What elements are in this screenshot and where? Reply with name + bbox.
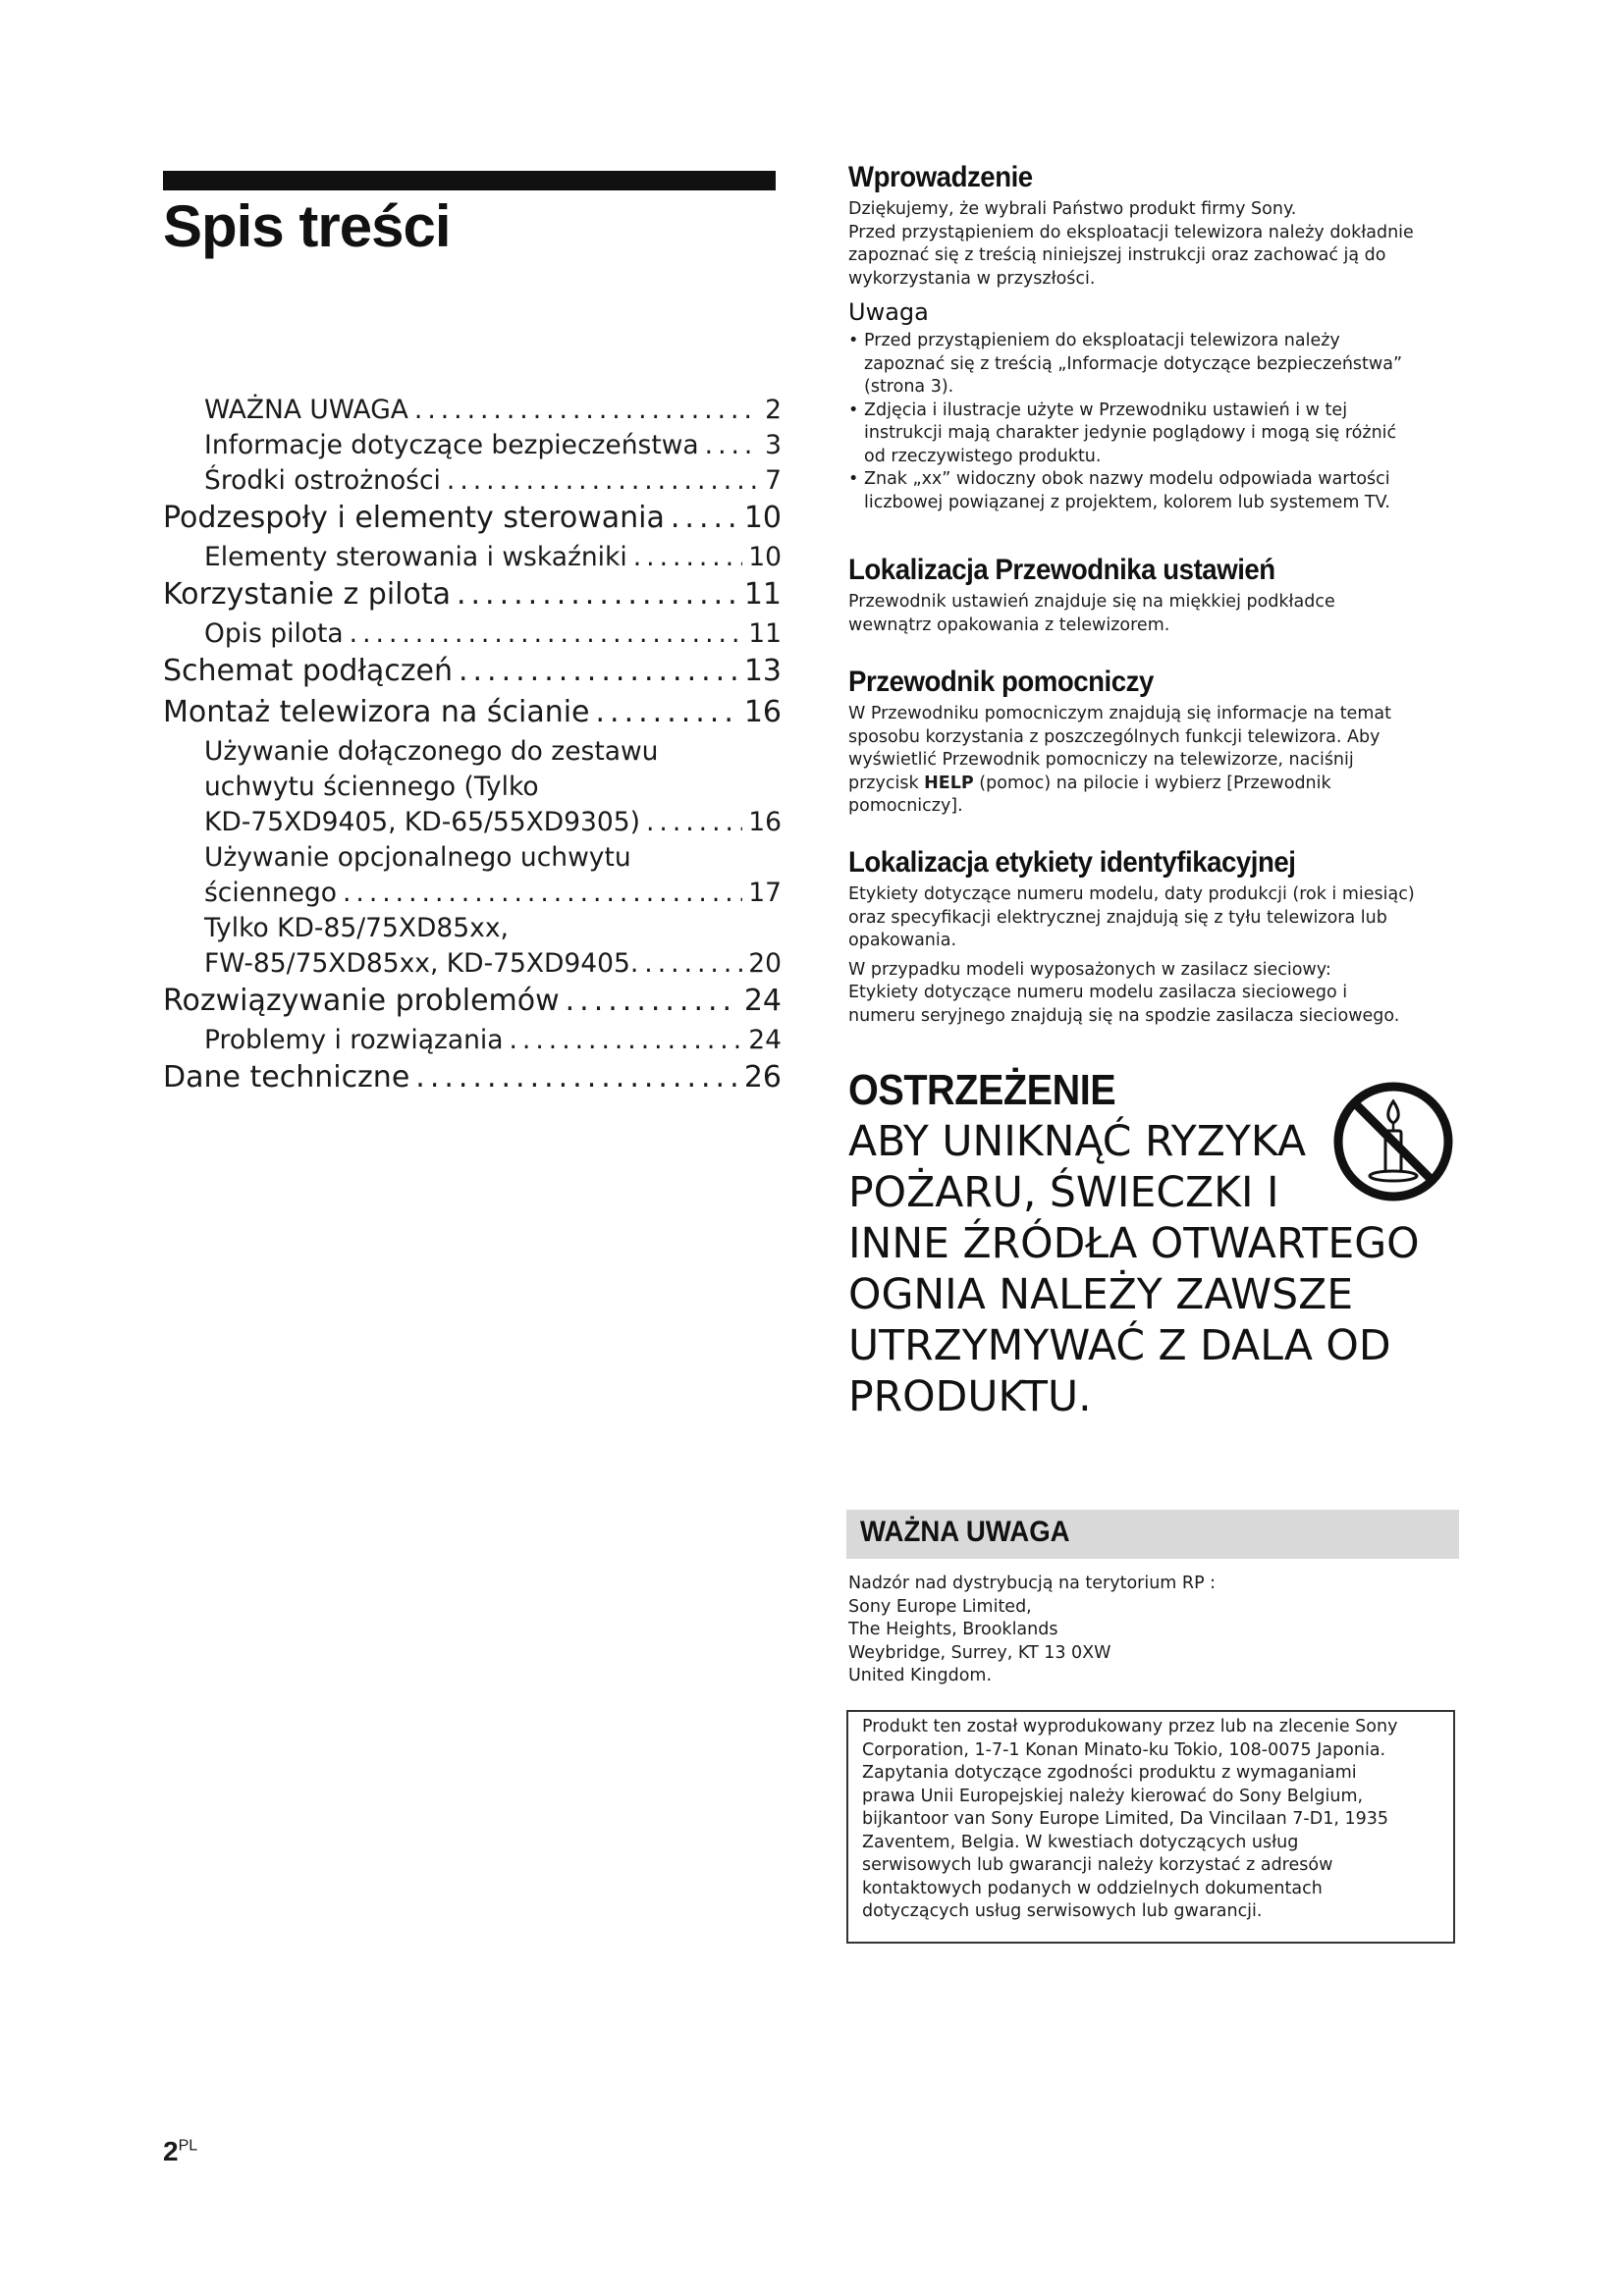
toc-entry[interactable] [163, 807, 782, 842]
toc-entry-page: 17 [748, 878, 782, 908]
warning-line: INNE ŹRÓDŁA OTWARTEGO [848, 1220, 1420, 1268]
toc-entry-label: Problemy i rozwiązania [204, 1025, 504, 1055]
setup-guide-line: Przewodnik ustawień znajduje się na miękkiej podkładce [848, 592, 1335, 612]
address-line: Nadzór nad dystrybucją na terytorium RP : [848, 1574, 1217, 1593]
id-label-heading: Lokalizacja etykiety identyfikacyjnej [848, 846, 1296, 879]
notice-title: WAŻNA UWAGA [860, 1516, 1070, 1548]
note-line: • Znak „xx” widoczny obok nazwy modelu odpowiada wartości [864, 469, 1390, 489]
toc-entry-label: Podzespoły i elementy sterowania [163, 501, 665, 535]
toc-entry-page: 10 [748, 542, 782, 572]
box-line: bijkantoor van Sony Europe Limited, Da Vincilaan 7-D1, 1935 [862, 1809, 1389, 1829]
id-label-line: numeru seryjnego znajdują się na spodzie zasilacza sieciowego. [848, 1005, 1400, 1026]
toc-entry-label: Dane techniczne [163, 1060, 410, 1095]
box-line: Zaventem, Belgia. W kwestiach dotyczących usług [862, 1832, 1299, 1852]
id-label-line: opakowania. [848, 931, 957, 950]
note-list [848, 330, 1457, 514]
note-line: liczbowej powiązanej z projektem, kolorem lub systemem TV. [864, 492, 1390, 512]
toc-entry-label: Elementy sterowania i wskaźniki [204, 542, 627, 572]
toc-section[interactable] [163, 1060, 782, 1101]
help-guide-line: W Przewodniku pomocniczym znajdują się informacje na temat [848, 704, 1391, 723]
warning-title: OSTRZEŻENIE [848, 1066, 1116, 1114]
toc-entry-line: uchwytu ściennego (Tylko [204, 772, 539, 802]
toc-entry-page: 24 [748, 1025, 782, 1055]
note-item [848, 468, 1457, 514]
help-guide-line: sposobu korzystania z poszczególnych funkcji telewizora. Aby [848, 726, 1380, 747]
toc-section[interactable] [163, 984, 782, 1025]
help-guide-line: pomocniczy]. [848, 796, 963, 816]
toc-entry-label: KD-75XD9405, KD-65/55XD9305) [204, 807, 640, 837]
note-line: • Zdjęcia i ilustracje użyte w Przewodniku ustawień i w tej [864, 400, 1348, 420]
setup-guide-line: wewnątrz opakowania z telewizorem. [848, 614, 1170, 635]
box-line: Produkt ten został wyprodukowany przez lub na zlecenie Sony [862, 1717, 1398, 1736]
toc-entry-page: 24 [743, 984, 782, 1018]
toc-entry[interactable] [163, 542, 782, 577]
help-guide-section [848, 666, 1457, 819]
intro-line: Dziękujemy, że wybrali Państwo produkt firmy Sony. [848, 199, 1297, 219]
toc-entry-page: 7 [765, 465, 782, 496]
id-label-line: Etykiety dotyczące numeru modelu zasilacza sieciowego i [848, 983, 1348, 1002]
toc-entry-label: FW-85/75XD85xx, KD-75XD9405. [204, 948, 639, 979]
box-line: Corporation, 1-7-1 Konan Minato-ku Tokio, 108-0075 Japonia. [862, 1739, 1386, 1760]
toc-entry[interactable] [163, 618, 782, 654]
toc-section[interactable] [163, 577, 782, 618]
toc-section[interactable] [163, 695, 782, 736]
id-label-line: oraz specyfikacji elektrycznej znajdują się z tyłu telewizora lub [848, 907, 1387, 928]
note-line: • Przed przystąpieniem do eksploatacji telewizora należy [864, 331, 1340, 350]
toc-entry[interactable] [163, 465, 782, 501]
page-number-value: 2 [163, 2136, 179, 2166]
address-line: United Kingdom. [848, 1666, 993, 1685]
no-open-flame-icon [1331, 1080, 1455, 1203]
toc-entry-label: Środki ostrożności [204, 465, 441, 496]
note-heading: Uwaga [848, 298, 929, 326]
intro-line: wykorzystania w przyszłości. [848, 268, 1096, 289]
toc-entry-line: Używanie opcjonalnego uchwytu [204, 842, 631, 873]
warning-line: ABY UNIKNĄĆ RYZYKA [848, 1118, 1307, 1166]
box-line: dotyczących usług serwisowych lub gwarancji. [862, 1901, 1263, 1921]
intro-section [848, 161, 1457, 514]
box-line: kontaktowych podanych w oddzielnych dokumentach [862, 1878, 1323, 1898]
setup-guide-text [848, 591, 1457, 637]
help-guide-text-part: (pomoc) na pilocie i wybierz [Przewodnik [973, 773, 1331, 793]
toc-entry[interactable] [163, 878, 782, 913]
help-button-label: HELP [924, 773, 974, 793]
toc-entry-page: 11 [743, 577, 782, 612]
note-item [848, 400, 1457, 469]
toc-entry-page: 16 [743, 695, 782, 729]
address-line: Weybridge, Surrey, KT 13 0XW [848, 1642, 1111, 1663]
note-line: od rzeczywistego produktu. [864, 446, 1102, 466]
toc-entry-line: Tylko KD-85/75XD85xx, [204, 913, 509, 943]
toc-entry-page: 16 [748, 807, 782, 837]
toc-entry-label: Rozwiązywanie problemów [163, 984, 560, 1018]
toc-entry-label: Schemat podłączeń [163, 654, 453, 688]
toc-entry-page: 10 [743, 501, 782, 535]
warning-line: PRODUKTU. [848, 1373, 1092, 1421]
warning-line: UTRZYMYWAĆ Z DALA OD [848, 1322, 1391, 1370]
toc-entry-line: Używanie dołączonego do zestawu [204, 736, 659, 767]
toc-section[interactable] [163, 654, 782, 695]
toc-entry-page: 11 [748, 618, 782, 649]
box-line: prawa Unii Europejskiej należy kierować do Sony Belgium, [862, 1786, 1364, 1806]
setup-guide-heading: Lokalizacja Przewodnika ustawień [848, 554, 1275, 586]
warning-line: OGNIA NALEŻY ZAWSZE [848, 1271, 1354, 1319]
note-line: zapoznać się z treścią „Informacje dotyczące bezpieczeństwa” [864, 353, 1403, 374]
note-item [848, 330, 1457, 400]
id-label-text-adapter [848, 959, 1457, 1029]
toc-title: Spis treści [163, 193, 451, 259]
page-number [163, 2136, 197, 2167]
toc-entry-page: 13 [743, 654, 782, 688]
intro-line: zapoznać się z treścią niniejszej instrukcji oraz zachować ją do [848, 245, 1386, 265]
toc-entry[interactable] [163, 948, 782, 984]
toc-entry-page: 3 [765, 430, 782, 460]
manufacturer-box [846, 1710, 1455, 1944]
help-guide-text [848, 703, 1457, 819]
box-line: serwisowych lub gwarancji należy korzystać z adresów [862, 1855, 1333, 1875]
address-line: The Heights, Brooklands [848, 1620, 1058, 1639]
toc-section[interactable] [163, 501, 782, 542]
toc-entry-label: WAŻNA UWAGA [204, 395, 408, 425]
id-label-section [848, 846, 1457, 1028]
toc-entry-label: Informacje dotyczące bezpieczeństwa [204, 430, 699, 460]
toc-entry-label: Montaż telewizora na ścianie [163, 695, 590, 729]
warning-line: POŻARU, ŚWIECZKI I [848, 1169, 1279, 1217]
notice-header [846, 1510, 1459, 1559]
table-of-contents [163, 395, 782, 1101]
title-rule [163, 171, 776, 190]
intro-line: Przed przystąpieniem do eksploatacji telewizora należy dokładnie [848, 222, 1414, 242]
toc-entry-page: 20 [748, 948, 782, 979]
toc-entry[interactable] [163, 1025, 782, 1060]
address-line: Sony Europe Limited, [848, 1596, 1032, 1617]
toc-entry-label: ściennego [204, 878, 337, 908]
toc-entry-page: 2 [765, 395, 782, 425]
toc-entry[interactable] [163, 430, 782, 465]
note-line: instrukcji mają charakter jedynie poglądowy i mogą się różnić [864, 423, 1397, 443]
distributor-address [848, 1573, 1457, 1688]
toc-entry-page: 26 [743, 1060, 782, 1095]
toc-entry-label: Opis pilota [204, 618, 344, 649]
help-guide-line: wyświetlić Przewodnik pomocniczy na telewizorze, naciśnij [848, 750, 1354, 770]
id-label-line: W przypadku modeli wyposażonych w zasilacz sieciowy: [848, 959, 1331, 980]
help-guide-text-part: przycisk [848, 773, 925, 793]
intro-text [848, 198, 1457, 291]
help-guide-heading: Przewodnik pomocniczy [848, 666, 1154, 698]
id-label-text [848, 883, 1457, 953]
toc-entry[interactable] [163, 395, 782, 430]
intro-heading: Wprowadzenie [848, 161, 1033, 193]
note-line: (strona 3). [864, 377, 954, 397]
toc-entry-label: Korzystanie z pilota [163, 577, 451, 612]
help-guide-line [848, 773, 1457, 796]
page-number-suffix: PL [178, 2137, 198, 2155]
box-line: Zapytania dotyczące zgodności produktu z wymaganiami [862, 1763, 1357, 1783]
setup-guide-section [848, 554, 1457, 637]
id-label-line: Etykiety dotyczące numeru modelu, daty produkcji (rok i miesiąc) [848, 884, 1415, 904]
